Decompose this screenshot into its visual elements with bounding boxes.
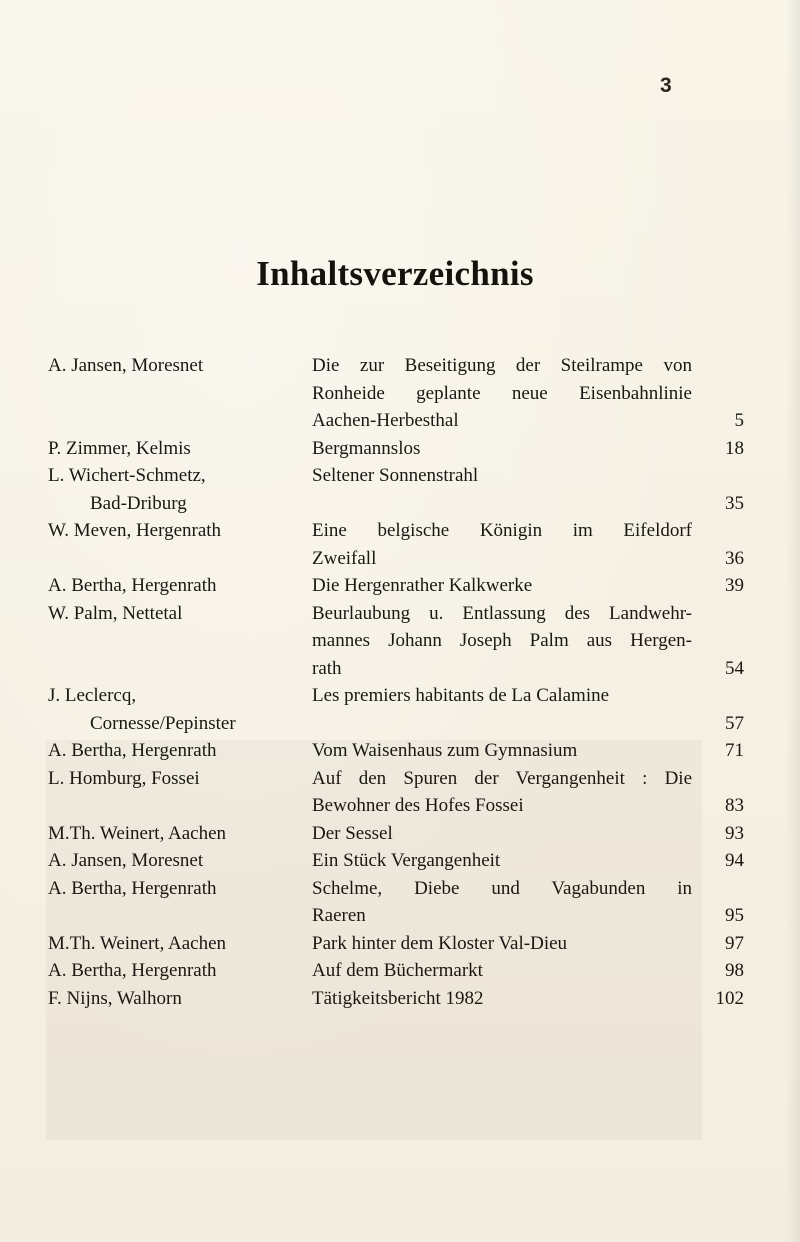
toc-article-title-line: mannes Johann Joseph Palm aus Hergen- bbox=[312, 630, 692, 651]
toc-author-line: L. Homburg, Fossei bbox=[48, 767, 200, 789]
toc-article-title bbox=[312, 352, 692, 435]
toc-page-number: 83 bbox=[725, 795, 744, 816]
toc-author-line: Cornesse/Pepinster bbox=[90, 712, 236, 734]
page-number: 3 bbox=[660, 74, 672, 97]
toc-entry bbox=[48, 572, 748, 600]
toc-entry bbox=[48, 765, 748, 820]
toc-author bbox=[48, 847, 312, 875]
toc-article-title bbox=[312, 847, 692, 875]
toc-article-title-line: Ein Stück Vergangenheit bbox=[312, 850, 501, 871]
toc-page-number: 71 bbox=[725, 740, 744, 761]
toc-article-title bbox=[312, 737, 692, 765]
toc-author-line: W. Meven, Hergenrath bbox=[48, 520, 222, 541]
toc-author-line: W. Palm, Nettetal bbox=[48, 602, 183, 624]
toc-author-line: A. Bertha, Hergenrath bbox=[48, 740, 217, 761]
toc-article-title bbox=[312, 435, 692, 463]
toc-article-title-line: Eine belgische Königin im Eifeldorf bbox=[312, 520, 692, 541]
toc-article-title-line: Schelme, Diebe und Vagabunden in bbox=[312, 877, 692, 899]
toc-author bbox=[48, 352, 312, 380]
toc-entry bbox=[48, 600, 748, 683]
toc-article-title bbox=[312, 600, 692, 683]
toc-article-title-line: Der Sessel bbox=[312, 822, 393, 844]
toc-article-title-line: Zweifall bbox=[312, 547, 377, 569]
toc-author-line: A. Bertha, Hergenrath bbox=[48, 960, 217, 981]
toc-page-number: 39 bbox=[725, 575, 744, 596]
toc-entry bbox=[48, 820, 748, 848]
toc-author bbox=[48, 985, 312, 1013]
toc-author bbox=[48, 682, 312, 737]
toc-article-title bbox=[312, 462, 692, 490]
toc-article-title-line: Vom Waisenhaus zum Gymnasium bbox=[312, 740, 578, 761]
page-edge-shadow bbox=[786, 0, 800, 1242]
toc-author bbox=[48, 572, 312, 600]
toc-page-number: 57 bbox=[725, 712, 744, 734]
toc-author-line: L. Wichert-Schmetz, bbox=[48, 465, 206, 486]
page-title: Inhaltsverzeichnis bbox=[256, 254, 534, 293]
toc-article-title-line: Les premiers habitants de La Calamine bbox=[312, 685, 610, 706]
toc-entry bbox=[48, 462, 748, 517]
toc-article-title-line: Die zur Beseitigung der Steilrampe von bbox=[312, 355, 692, 376]
toc-article-title-line: Beurlaubung u. Entlassung des Landwehr- bbox=[312, 602, 692, 624]
toc-page-number: 5 bbox=[734, 410, 744, 431]
toc-article-title-line: Raeren bbox=[312, 905, 366, 926]
toc-article-title-line: Aachen-Herbesthal bbox=[312, 410, 459, 431]
toc-page-number: 35 bbox=[725, 492, 744, 514]
toc-author-line: A. Bertha, Hergenrath bbox=[48, 877, 217, 899]
toc-entry bbox=[48, 847, 748, 875]
toc-article-title bbox=[312, 820, 692, 848]
toc-author-line: Bad-Driburg bbox=[90, 492, 187, 514]
toc-entry bbox=[48, 517, 748, 572]
toc-author-line: F. Nijns, Walhorn bbox=[48, 987, 182, 1009]
toc-author bbox=[48, 600, 312, 628]
toc-article-title bbox=[312, 875, 692, 930]
toc-page-number: 93 bbox=[725, 822, 744, 844]
toc-page-number: 36 bbox=[725, 547, 744, 569]
toc-article-title bbox=[312, 930, 692, 958]
toc-author-line: M.Th. Weinert, Aachen bbox=[48, 932, 227, 954]
toc-page-number: 95 bbox=[725, 905, 744, 926]
toc-page-number: 94 bbox=[725, 850, 744, 871]
toc-author bbox=[48, 957, 312, 985]
toc-article-title-line: Bewohner des Hofes Fossei bbox=[312, 795, 524, 816]
toc-author bbox=[48, 930, 312, 958]
toc-article-title-line: rath bbox=[312, 657, 342, 679]
toc-author-line: A. Jansen, Moresnet bbox=[48, 850, 204, 871]
toc-article-title-line: Seltener Sonnenstrahl bbox=[312, 465, 479, 486]
toc-article-title-line: Tätigkeitsbericht 1982 bbox=[312, 987, 484, 1009]
table-of-contents bbox=[48, 352, 748, 1012]
toc-entry bbox=[48, 985, 748, 1013]
toc-article-title bbox=[312, 517, 692, 572]
toc-author-line: P. Zimmer, Kelmis bbox=[48, 437, 191, 459]
toc-page-number: 102 bbox=[715, 987, 744, 1009]
toc-author-line: A. Jansen, Moresnet bbox=[48, 355, 204, 376]
toc-article-title bbox=[312, 957, 692, 985]
toc-article-title-line: Auf den Spuren der Vergangenheit : Die bbox=[312, 767, 692, 789]
toc-entry bbox=[48, 957, 748, 985]
toc-author bbox=[48, 820, 312, 848]
toc-article-title bbox=[312, 572, 692, 600]
toc-entry bbox=[48, 435, 748, 463]
toc-article-title-line: Bergmannslos bbox=[312, 437, 421, 459]
toc-page-number: 54 bbox=[725, 657, 744, 679]
toc-entry bbox=[48, 930, 748, 958]
toc-author bbox=[48, 765, 312, 793]
toc-page-number: 18 bbox=[725, 437, 744, 459]
toc-article-title-line: Park hinter dem Kloster Val-Dieu bbox=[312, 932, 568, 954]
toc-page-number: 98 bbox=[725, 960, 744, 981]
toc-author bbox=[48, 435, 312, 463]
toc-article-title-line: Ronheide geplante neue Eisenbahnlinie bbox=[312, 382, 692, 404]
toc-article-title-line: Die Hergenrather Kalkwerke bbox=[312, 575, 533, 596]
toc-entry bbox=[48, 352, 748, 435]
toc-article-title bbox=[312, 765, 692, 820]
toc-entry bbox=[48, 737, 748, 765]
toc-author bbox=[48, 875, 312, 903]
toc-author bbox=[48, 737, 312, 765]
toc-entry bbox=[48, 875, 748, 930]
toc-entry bbox=[48, 682, 748, 737]
toc-author-line: M.Th. Weinert, Aachen bbox=[48, 822, 227, 844]
toc-author bbox=[48, 462, 312, 517]
toc-author-line: A. Bertha, Hergenrath bbox=[48, 575, 217, 596]
toc-article-title bbox=[312, 985, 692, 1013]
toc-author bbox=[48, 517, 312, 545]
toc-page-number: 97 bbox=[725, 932, 744, 954]
toc-author-line: J. Leclercq, bbox=[48, 685, 137, 706]
toc-article-title bbox=[312, 682, 692, 710]
toc-article-title-line: Auf dem Büchermarkt bbox=[312, 960, 483, 981]
